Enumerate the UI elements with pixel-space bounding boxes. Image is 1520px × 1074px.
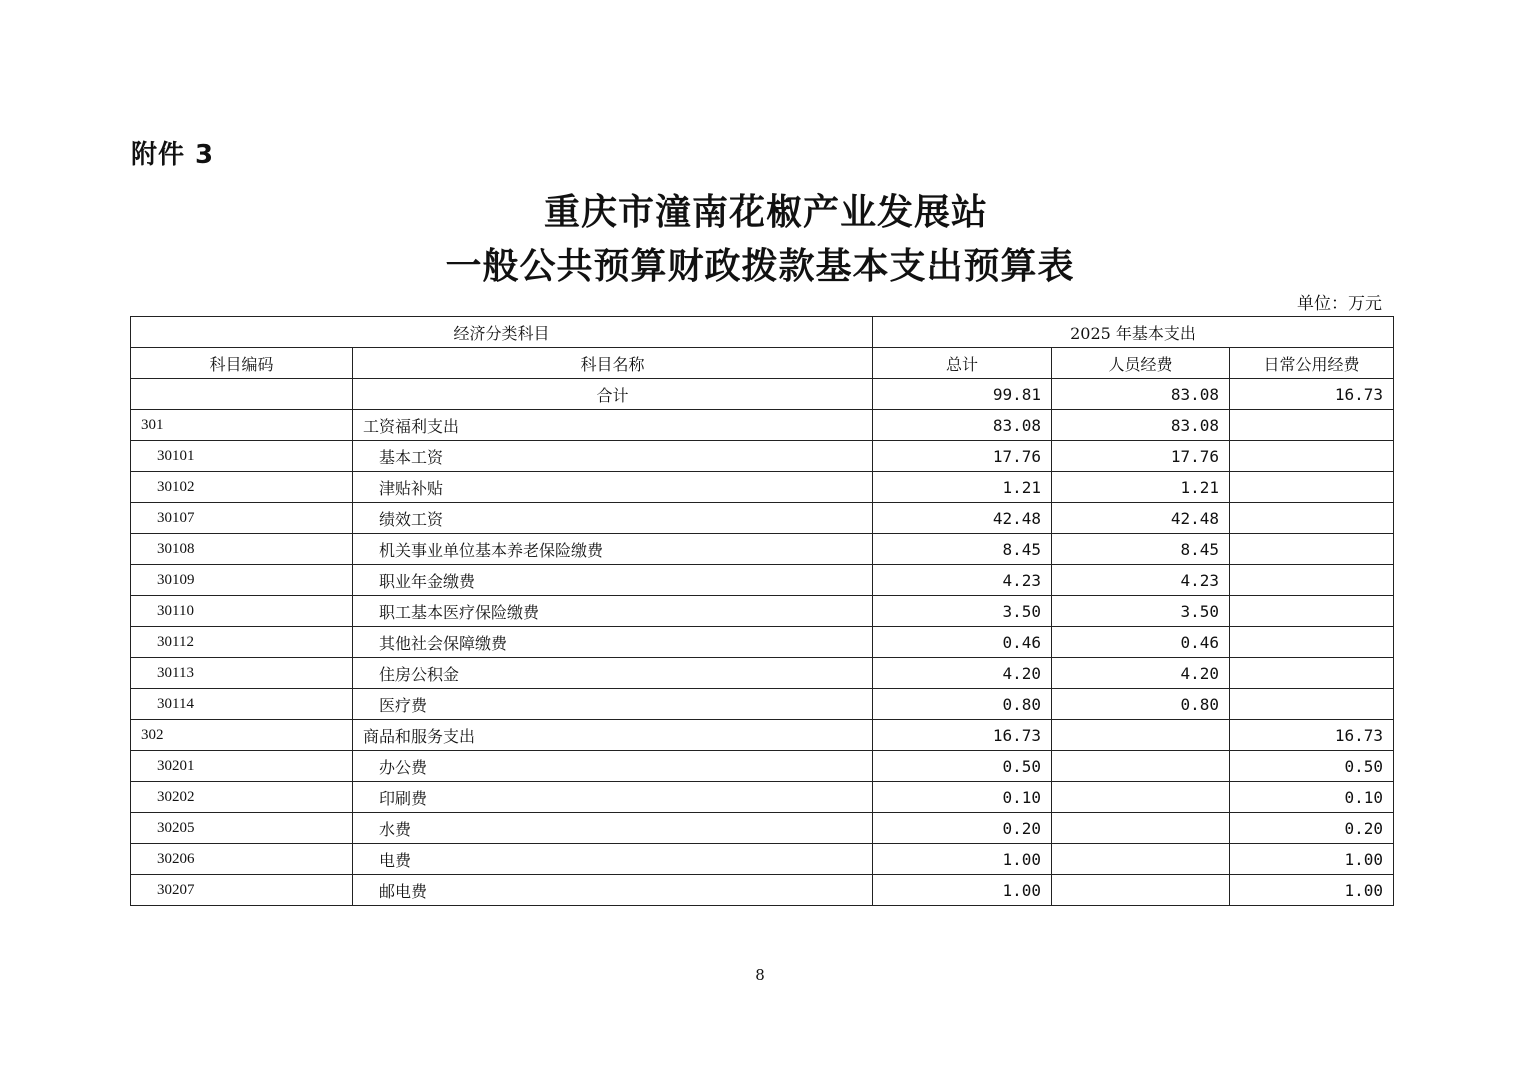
cell-code: 30112: [131, 627, 353, 658]
cell-name: 住房公积金: [353, 658, 873, 689]
cell-name: 职业年金缴费: [353, 565, 873, 596]
page-number: 8: [755, 966, 765, 984]
cell-personnel: [1052, 813, 1230, 844]
cell-total: 17.76: [873, 441, 1052, 472]
cell-total: 3.50: [873, 596, 1052, 627]
header-basic-expense-2025: 2025 年基本支出: [873, 317, 1394, 348]
table-row: [131, 813, 1394, 844]
cell-public: [1230, 689, 1394, 720]
cell-name: 津贴补贴: [353, 472, 873, 503]
cell-code: 302: [131, 720, 353, 751]
cell-personnel: 0.80: [1052, 689, 1230, 720]
table-row: [131, 658, 1394, 689]
table-row: [131, 596, 1394, 627]
cell-code: 30108: [131, 534, 353, 565]
cell-personnel: 8.45: [1052, 534, 1230, 565]
column-header-code: 科目编码: [131, 348, 353, 379]
table-row: [131, 441, 1394, 472]
attachment-label: 附件 3: [131, 140, 215, 170]
cell-total: 4.20: [873, 658, 1052, 689]
cell-total: 1.00: [873, 875, 1052, 906]
cell-public: [1230, 503, 1394, 534]
group-header-row: [131, 317, 1394, 348]
header-economic-classification: 经济分类科目: [131, 317, 873, 348]
cell-name: 印刷费: [353, 782, 873, 813]
cell-personnel: 83.08: [1052, 410, 1230, 441]
cell-public: [1230, 658, 1394, 689]
cell-total: 0.50: [873, 751, 1052, 782]
column-header-name: 科目名称: [353, 348, 873, 379]
table-row: [131, 565, 1394, 596]
cell-code: [131, 379, 353, 410]
cell-public: [1230, 627, 1394, 658]
cell-total: 0.10: [873, 782, 1052, 813]
cell-name: 职工基本医疗保险缴费: [353, 596, 873, 627]
cell-public: [1230, 472, 1394, 503]
cell-personnel: 83.08: [1052, 379, 1230, 410]
cell-code: 30101: [131, 441, 353, 472]
cell-public: [1230, 441, 1394, 472]
cell-public: 0.50: [1230, 751, 1394, 782]
cell-code: 30107: [131, 503, 353, 534]
cell-public: 1.00: [1230, 844, 1394, 875]
cell-personnel: [1052, 782, 1230, 813]
cell-total: 42.48: [873, 503, 1052, 534]
cell-public: 16.73: [1230, 379, 1394, 410]
cell-name: 商品和服务支出: [353, 720, 873, 751]
table-row: [131, 720, 1394, 751]
cell-code: 30207: [131, 875, 353, 906]
cell-personnel: [1052, 844, 1230, 875]
cell-total: 99.81: [873, 379, 1052, 410]
cell-code: 30205: [131, 813, 353, 844]
table-row: [131, 472, 1394, 503]
budget-table: [130, 316, 1394, 906]
cell-code: 30202: [131, 782, 353, 813]
cell-total: 0.46: [873, 627, 1052, 658]
cell-code: 30114: [131, 689, 353, 720]
cell-code: 30206: [131, 844, 353, 875]
table-row: [131, 410, 1394, 441]
cell-personnel: [1052, 720, 1230, 751]
cell-code: 30109: [131, 565, 353, 596]
column-header-personnel: 人员经费: [1052, 348, 1230, 379]
cell-total: 1.00: [873, 844, 1052, 875]
table-row: [131, 627, 1394, 658]
cell-code: 30201: [131, 751, 353, 782]
cell-personnel: 17.76: [1052, 441, 1230, 472]
table-row: [131, 844, 1394, 875]
cell-public: 0.20: [1230, 813, 1394, 844]
cell-name: 医疗费: [353, 689, 873, 720]
cell-name: 邮电费: [353, 875, 873, 906]
cell-total: 0.20: [873, 813, 1052, 844]
cell-code: 30102: [131, 472, 353, 503]
cell-public: 0.10: [1230, 782, 1394, 813]
table-body: [131, 379, 1394, 906]
cell-total: 0.80: [873, 689, 1052, 720]
cell-name: 办公费: [353, 751, 873, 782]
cell-code: 30110: [131, 596, 353, 627]
cell-public: [1230, 565, 1394, 596]
table-row: [131, 534, 1394, 565]
table-row: [131, 379, 1394, 410]
cell-code: 30113: [131, 658, 353, 689]
column-header-row: [131, 348, 1394, 379]
document-title-line-1: 重庆市潼南花椒产业发展站: [543, 192, 988, 233]
table-row: [131, 782, 1394, 813]
cell-name: 机关事业单位基本养老保险缴费: [353, 534, 873, 565]
cell-name: 合计: [353, 379, 873, 410]
column-header-public: 日常公用经费: [1230, 348, 1394, 379]
cell-personnel: 4.23: [1052, 565, 1230, 596]
unit-label: 单位：万元: [1297, 294, 1382, 314]
table-header: [131, 317, 1394, 379]
cell-public: [1230, 534, 1394, 565]
cell-personnel: 3.50: [1052, 596, 1230, 627]
cell-total: 16.73: [873, 720, 1052, 751]
cell-public: 1.00: [1230, 875, 1394, 906]
cell-personnel: 4.20: [1052, 658, 1230, 689]
table-row: [131, 875, 1394, 906]
cell-total: 8.45: [873, 534, 1052, 565]
cell-public: 16.73: [1230, 720, 1394, 751]
cell-personnel: 1.21: [1052, 472, 1230, 503]
cell-name: 其他社会保障缴费: [353, 627, 873, 658]
cell-personnel: 42.48: [1052, 503, 1230, 534]
cell-code: 301: [131, 410, 353, 441]
cell-name: 工资福利支出: [353, 410, 873, 441]
cell-personnel: [1052, 751, 1230, 782]
table-row: [131, 689, 1394, 720]
table-row: [131, 503, 1394, 534]
column-header-total: 总计: [873, 348, 1052, 379]
document-title-line-2: 一般公共预算财政拨款基本支出预算表: [445, 246, 1075, 287]
cell-personnel: 0.46: [1052, 627, 1230, 658]
cell-name: 绩效工资: [353, 503, 873, 534]
cell-total: 83.08: [873, 410, 1052, 441]
cell-name: 基本工资: [353, 441, 873, 472]
cell-total: 1.21: [873, 472, 1052, 503]
table-row: [131, 751, 1394, 782]
cell-public: [1230, 410, 1394, 441]
cell-total: 4.23: [873, 565, 1052, 596]
cell-personnel: [1052, 875, 1230, 906]
cell-name: 电费: [353, 844, 873, 875]
cell-name: 水费: [353, 813, 873, 844]
cell-public: [1230, 596, 1394, 627]
